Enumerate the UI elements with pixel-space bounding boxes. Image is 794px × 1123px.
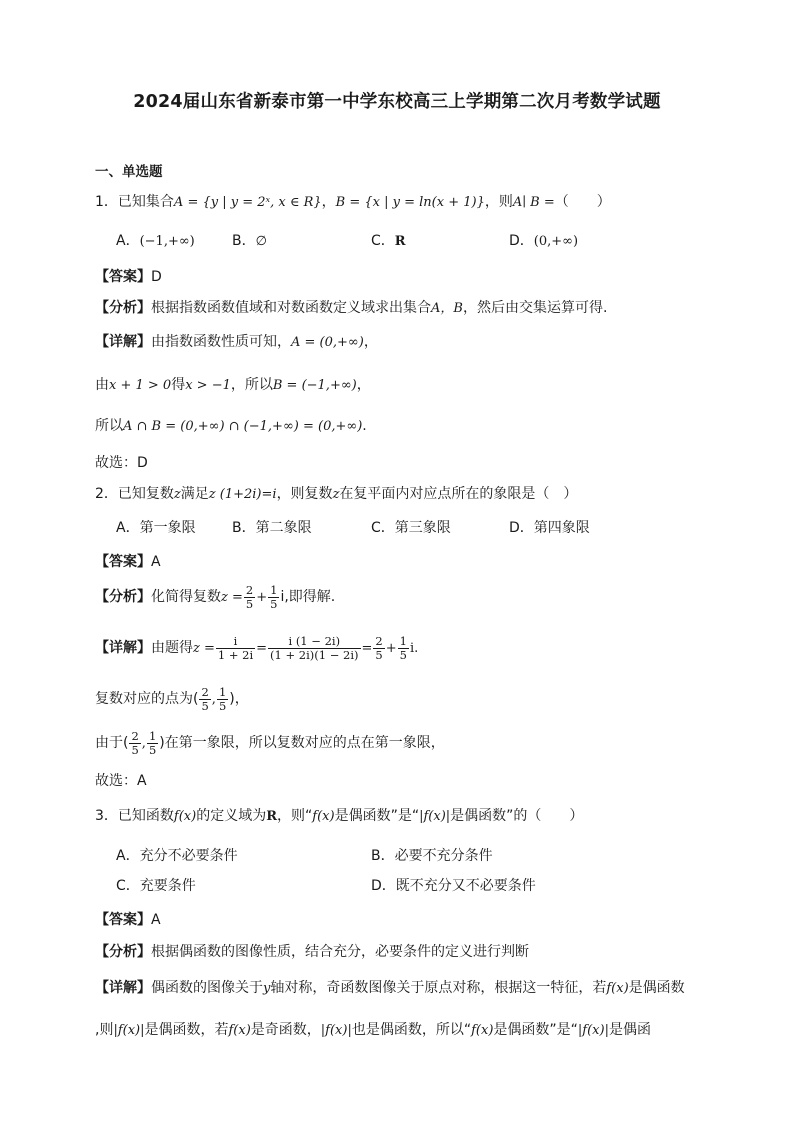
fraction: $\frac{2}{5}$ <box>201 684 209 713</box>
fraction: $\frac{2}{5}$ <box>245 582 254 611</box>
q1-stem <box>95 192 611 213</box>
section-heading: 一、单选题 <box>95 164 163 180</box>
fraction: $\frac{1}{5}$ <box>148 728 157 757</box>
q3-analysis: 【分析】根据偶函数的图像性质，结合充分，必要条件的定义进行判断 <box>95 944 529 960</box>
q3-option-c: C．充要条件 <box>116 878 196 894</box>
q1-conclusion: 故选：D <box>95 455 148 471</box>
q2-point: 复数对应的点为( $\frac{2}{5}$ , $\frac{1}{5}$ )， <box>95 684 249 713</box>
fraction: $\frac{1}{5}$ <box>218 684 227 713</box>
q1-separator: ， <box>321 194 336 210</box>
q2-option-c: C．第三象限 <box>371 520 451 536</box>
q1-option-a: A．(−1,+∞) <box>116 233 195 249</box>
q2-answer: 【答案】A <box>95 554 161 570</box>
q1-answer: 【答案】D <box>95 269 162 285</box>
q1-set-a: A = {y | y = 2ˣ, x ∈ R} <box>173 195 322 210</box>
q3-detail-1: 【详解】偶函数的图像关于y轴对称，奇函数图像关于原点对称，根据这一特征，若f(x)是偶函数 <box>95 980 685 996</box>
q1-detail-1: 【详解】由指数函数性质可知，A = (0,+∞)， <box>95 334 378 350</box>
q2-stem: 2．已知复数z满足z (1+2i)=i，则复数z在复平面内对应点所在的象限是（ ） <box>95 486 578 502</box>
q3-stem: 3．已知函数f(x)的定义域为R，则“f(x)是偶函数”是“|f(x)|是偶函数”的（ ） <box>95 808 584 824</box>
q1-stem-text-2: ，则 <box>484 194 513 210</box>
q1-number: 1． <box>95 194 118 210</box>
q1-stem-text: 已知集合 <box>117 194 174 210</box>
q1-option-b: B．∅ <box>232 233 267 249</box>
fraction: $\frac{2}{5}$ <box>131 728 139 757</box>
q2-option-d: D．第四象限 <box>509 520 590 536</box>
q2-option-a: A．第一象限 <box>116 520 196 536</box>
q2-conclusion: 故选：A <box>95 773 147 789</box>
document-title: 2024届山东省新泰市第一中学东校高三上学期第二次月考数学试题 <box>133 92 661 112</box>
q3-detail-2: ,则|f(x)|是偶函数，若f(x)是奇函数，|f(x)|也是偶函数，所以“f(x)是偶函数”是“|f(x)|是偶函 <box>95 1022 651 1038</box>
q3-option-a: A．充分不必要条件 <box>116 848 238 864</box>
fraction: $\frac{i}{1 + 2i}$ <box>217 633 254 662</box>
q3-option-b: B．必要不充分条件 <box>371 848 493 864</box>
q2-analysis: 【分析】化简得复数z = $\frac{2}{5}$ + $\frac{1}{5}$ i,即得解. <box>95 582 336 611</box>
q2-detail: 【详解】由题得z = $\frac{i}{1 + 2i}$ = $\frac{i (1 - 2i)}{(1 + 2i)(1 - 2i)}$ = $\frac{2}{5}$ + $\frac{1}{5}$ i. <box>95 633 419 662</box>
fraction: $\frac{1}{5}$ <box>270 582 278 611</box>
q1-paren: （ ） <box>554 194 611 210</box>
fraction: $\frac{1}{5}$ <box>399 633 407 662</box>
q1-detail-2: 由x + 1 > 0得x > −1，所以B = (−1,+∞)， <box>95 377 371 393</box>
fraction: $\frac{i (1 - 2i)}{(1 + 2i)(1 - 2i)}$ <box>270 633 359 662</box>
q1-ask: A∣ B = <box>512 195 555 210</box>
q1-option-c: C．R <box>371 233 406 249</box>
q1-analysis: 【分析】根据指数函数值域和对数函数定义域求出集合A，B，然后由交集运算可得. <box>95 300 608 316</box>
q3-option-d: D．既不充分又不必要条件 <box>371 878 536 894</box>
fraction: $\frac{2}{5}$ <box>375 633 383 662</box>
q2-since: 由于( $\frac{2}{5}$ , $\frac{1}{5}$ )在第一象限，所以复数对应的点在第一象限， <box>95 728 445 757</box>
q1-option-d: D．(0,+∞) <box>509 233 579 249</box>
q1-detail-3: 所以A ∩ B = (0,+∞) ∩ (−1,+∞) = (0,+∞). <box>95 418 367 434</box>
q1-set-b: B = {x | y = ln(x + 1)} <box>335 195 485 210</box>
q2-option-b: B．第二象限 <box>232 520 312 536</box>
q3-answer: 【答案】A <box>95 912 161 928</box>
